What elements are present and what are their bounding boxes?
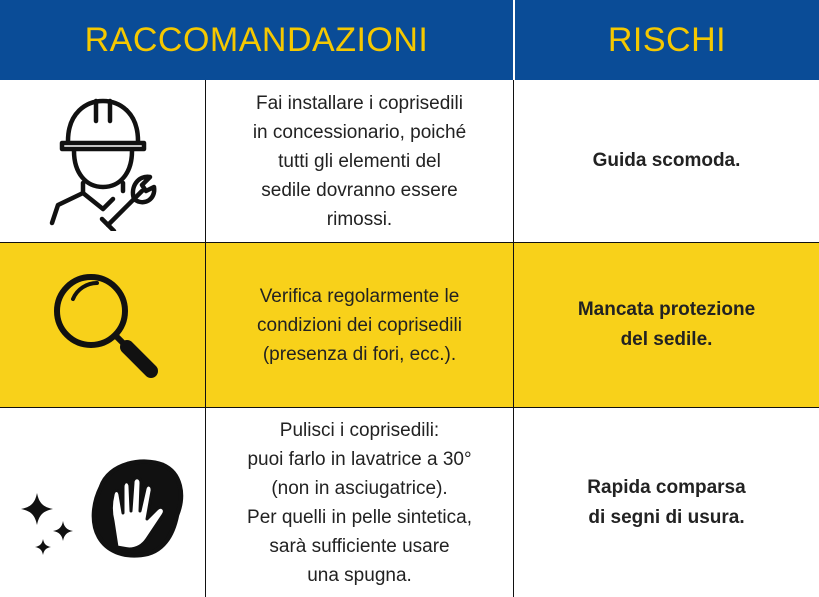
recommendation-text: Fai installare i coprisedili in concessionario, poiché tutti gli elementi del sedile dovranno essere rimossi. (252, 92, 467, 230)
row-icon-cell (0, 408, 205, 597)
recommendation-text: Pulisci i coprisedili: puoi farlo in lavatrice a 30° (non in asciugatrice). Per quelli in pelle sintetica, sarà sufficiente usare una spugna. (247, 419, 472, 586)
column-divider (513, 80, 514, 597)
risk-text: Mancata protezione del sedile. (577, 299, 756, 350)
row-divider (0, 242, 819, 243)
mechanic-worker-icon (38, 91, 168, 231)
row-divider (0, 407, 819, 408)
column-divider (205, 80, 206, 597)
risk-text: Guida scomoda. (592, 150, 741, 171)
table-row (0, 408, 819, 597)
table-row (0, 80, 819, 242)
magnifying-glass-icon (43, 265, 163, 385)
table-row (0, 243, 819, 407)
header-recommendations: RACCOMANDAZIONI (84, 20, 429, 59)
row-icon-cell (0, 80, 205, 242)
header-risks: RISCHI (607, 20, 727, 59)
risk-text: Rapida comparsa di segni di usura. (587, 476, 746, 528)
recommendation-text: Verifica regolarmente le condizioni dei coprisedili (presenza di fori, ecc.). (257, 285, 462, 365)
row-icon-cell (0, 243, 205, 407)
cleaning-hand-sparkles-icon (13, 443, 193, 563)
table-header (0, 0, 819, 80)
